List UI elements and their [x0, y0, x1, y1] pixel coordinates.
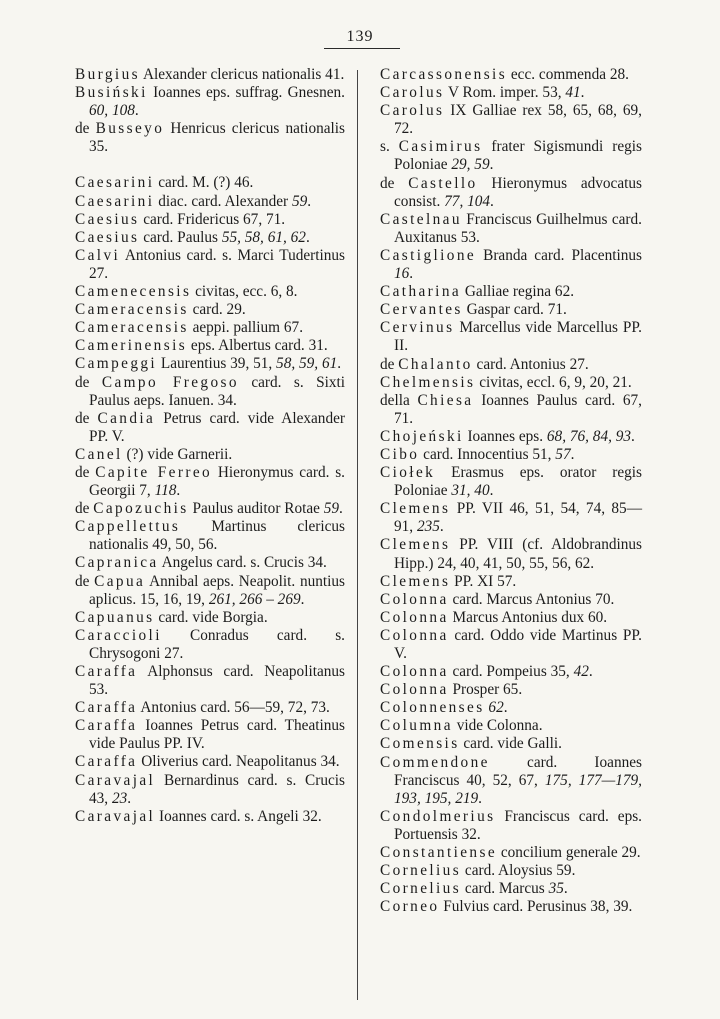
entry-text: . [439, 518, 444, 536]
entry-headword: Capua [94, 572, 146, 590]
entry-italic-pages: 235 [416, 518, 440, 536]
index-entry [75, 464, 345, 500]
entry-text: . [489, 482, 494, 500]
entry-text: . [305, 228, 310, 246]
index-entry [380, 283, 642, 301]
entry-text: . [570, 445, 575, 463]
index-entry [75, 663, 345, 699]
entry-text: Antonius card. s. Marci Tudertinus 27. [89, 246, 345, 282]
index-entry [380, 573, 642, 591]
entry-headword: Clemens [380, 572, 451, 590]
index-entry [380, 609, 642, 627]
index-entry [75, 699, 345, 717]
index-entry [380, 247, 642, 283]
index-entry [380, 211, 642, 247]
entry-headword: Busseyo [95, 120, 165, 138]
entry-headword: Cibo [380, 445, 420, 463]
entry-italic-pages: 23 [111, 789, 128, 807]
entry-headword: Colonnenses [380, 699, 485, 717]
entry-headword: Caesarini [75, 192, 155, 210]
entry-italic-pages: 68, 76, 84, 93 [546, 427, 632, 445]
entry-headword: Colonna [380, 626, 449, 644]
index-entry [75, 66, 345, 84]
entry-headword: Casimirus [398, 138, 483, 156]
index-entry [380, 880, 642, 898]
entry-headword: Capite Ferreo [95, 463, 213, 481]
index-entry [380, 446, 642, 464]
entry-text: IX Galliae rex 58, 65, 68, 69, 72. [394, 102, 642, 138]
entry-italic-pages: 60, 108 [89, 102, 135, 120]
entry-headword: Colonna [380, 681, 449, 699]
entry-headword: Clemens [380, 500, 451, 518]
entry-text: Ioannes eps. suffrag. Gnesnen. [147, 84, 345, 102]
entry-text: card. Oddo vide Martinus PP. V. [394, 626, 642, 662]
entry-text: card. M. (?) 46. [154, 174, 254, 192]
entry-italic-pages: 77, 104 [444, 192, 491, 210]
entry-text: de [75, 373, 102, 391]
entry-text: de [75, 463, 96, 481]
entry-headword: Campeggi [75, 355, 158, 373]
entry-headword: Carcassonensis [380, 66, 508, 83]
entry-text: card. 29. [188, 301, 246, 319]
entry-text: Conradus card. s. Chrysogoni 27. [89, 626, 345, 662]
entry-text: diac. card. Alexander [154, 192, 292, 210]
entry-text: . [409, 265, 414, 283]
index-entry [380, 591, 642, 609]
entry-text: . [127, 789, 132, 807]
entry-text: card. Aloysius 59. [461, 862, 576, 880]
entry-headword: Capranica [75, 554, 159, 572]
index-entry [75, 410, 345, 446]
entry-headword: Caravajal [75, 771, 156, 789]
entry-headword: Ciołek [380, 464, 436, 482]
entry-text: Antonius card. 56—59, 72, 73. [137, 699, 330, 717]
entry-text: Angelus card. s. Crucis 34. [158, 554, 327, 572]
entry-headword: Cervinus [380, 319, 455, 337]
entry-headword: Calvi [75, 246, 121, 264]
index-entry [380, 500, 642, 536]
entry-headword: Candia [97, 409, 156, 427]
index-entry [75, 174, 345, 192]
entry-text: s. [380, 138, 399, 156]
entry-text: de [380, 174, 409, 192]
column-divider [357, 70, 358, 1000]
entry-text: Annibal aeps. Neapolit. nuntius aplicus. 15, 16, 19, [89, 572, 345, 608]
index-entry [75, 337, 345, 355]
entry-text: . [339, 500, 343, 518]
entry-headword: Colonna [380, 663, 449, 681]
entry-text: PP. VIII (cf. Aldobrandinus Hipp.) 24, 40, 41, 50, 55, 56, 62. [394, 536, 642, 572]
entry-headword: Busiński [75, 84, 148, 102]
entry-headword: Caesarini [75, 174, 155, 192]
entry-headword: Cameracensis [75, 319, 189, 337]
index-entry [75, 753, 345, 771]
entry-italic-pages: 59 [291, 192, 308, 210]
entry-text: Hieronymus card. s. Georgii 7, [89, 463, 345, 500]
entry-headword: Carolus [380, 102, 445, 120]
entry-italic-pages: 59 [323, 500, 340, 518]
entry-text: . [307, 192, 312, 210]
entry-text: card. Marcus [461, 880, 549, 898]
entry-headword: Corneo [380, 898, 440, 916]
entry-headword: Carolus [380, 84, 445, 102]
index-entry [380, 374, 642, 392]
index-entry [75, 319, 345, 337]
entry-text: card. Marcus Antonius 70. [448, 590, 615, 608]
entry-text: V Rom. imper. 53, [444, 84, 566, 102]
index-entry [380, 663, 642, 681]
index-entry [75, 301, 345, 319]
entry-italic-pages: 261, 266 – 269 [208, 590, 301, 608]
entry-text: de [75, 120, 96, 138]
index-entry [380, 627, 642, 663]
entry-headword: Burgius [75, 66, 140, 83]
entry-text: Erasmus eps. orator regis Poloniae [394, 464, 642, 500]
entry-headword: Colonna [380, 590, 449, 608]
entry-text: Martinus clericus nationalis 49, 50, 56. [89, 518, 345, 554]
entry-text: card. Pompeius 35, [448, 663, 574, 681]
entry-text: ecc. commenda 28. [507, 66, 629, 83]
entry-headword: Caesius [75, 210, 140, 228]
index-entry [380, 428, 642, 446]
entry-text: Ioannes card. s. Angeli 32. [155, 807, 322, 825]
entry-headword: Caraffa [75, 717, 138, 735]
entry-headword: Cornelius [380, 880, 462, 898]
index-entry [380, 66, 642, 84]
entry-headword: Castiglione [380, 246, 477, 264]
index-entry [75, 120, 345, 156]
entry-text: civitas, eccl. 6, 9, 20, 21. [475, 373, 632, 391]
entry-text: card. s. Sixti Paulus aeps. Ianuen. 34. [89, 373, 345, 409]
entry-text: eps. Albertus card. 31. [187, 337, 328, 355]
index-entry [75, 808, 345, 826]
entry-text: Petrus card. vide Alexander PP. V. [89, 409, 345, 445]
entry-headword: Clemens [380, 536, 451, 554]
index-entry [380, 175, 642, 211]
entry-text: Bernardinus card. s. Crucis 43, [89, 771, 345, 807]
entry-headword: Chiesa [417, 391, 474, 409]
entry-headword: Castello [408, 174, 478, 192]
index-entry [75, 609, 345, 627]
index-entry [380, 356, 642, 374]
entry-text: . [563, 880, 568, 898]
entry-text: . [478, 789, 482, 807]
entry-headword: Campo Fregoso [101, 373, 239, 391]
entry-text: . [490, 192, 494, 210]
index-entry [75, 554, 345, 572]
entry-text: . [631, 427, 635, 445]
entry-text: Alphonsus card. Neapolitanus 53. [89, 663, 345, 699]
index-entry [380, 735, 642, 753]
entry-text: Gaspar card. 71. [462, 301, 567, 319]
entry-text: card. vide Borgia. [154, 608, 268, 626]
index-entry [75, 193, 345, 211]
index-entry [75, 518, 345, 554]
entry-text: Ioannes eps. [463, 427, 547, 445]
entry-text: card. Innocentius 51, [419, 445, 556, 463]
page-number-rule [324, 48, 400, 49]
entry-text: card. Paulus [139, 228, 222, 246]
entry-italic-pages: 31, 40 [451, 482, 490, 500]
entry-headword: Cornelius [380, 862, 462, 880]
entry-text: Laurentius 39, 51, [157, 355, 277, 373]
entry-italic-pages: 29, 59 [451, 156, 490, 174]
entry-text: de [75, 409, 98, 427]
entry-headword: Camerinensis [75, 337, 188, 355]
entry-headword: Constantiense [380, 844, 498, 862]
entry-headword: Condolmerius [380, 807, 496, 825]
entry-italic-pages: 42 [573, 663, 589, 681]
index-entry [380, 898, 642, 916]
entry-headword: Caraccioli [75, 626, 162, 644]
index-entry [380, 536, 642, 572]
entry-text: card. Ioannes Franciscus 40, 52, 67, [394, 753, 642, 789]
index-entry [75, 374, 345, 410]
entry-headword: Canel [75, 445, 123, 463]
entry-text: frater Sigismundi regis Poloniae [394, 138, 642, 174]
index-entry [380, 301, 642, 319]
index-entry [75, 283, 345, 301]
entry-headword: Cameracensis [75, 301, 189, 319]
index-entry [380, 808, 642, 844]
index-entry [75, 500, 345, 518]
entry-headword: Colonna [380, 608, 449, 626]
entry-headword: Catharina [380, 283, 462, 301]
index-entry [75, 211, 345, 229]
entry-text: PP. XI 57. [450, 572, 517, 590]
entry-headword: Caraffa [75, 699, 138, 717]
entry-headword: Caraffa [75, 663, 138, 680]
entry-text: . [503, 699, 508, 717]
entry-headword: Cervantes [380, 301, 463, 319]
index-entry [75, 229, 345, 247]
entry-text: . [337, 355, 342, 373]
entry-text: card. vide Galli. [459, 735, 562, 753]
entry-text: de [380, 355, 399, 373]
entry-italic-pages: 58, 59, 61 [276, 355, 338, 373]
entry-headword: Castelnau [380, 210, 462, 228]
index-column-right [380, 66, 642, 916]
entry-text: concilium generale 29. [497, 844, 641, 862]
page-number: 139 [346, 28, 374, 45]
index-entry [75, 627, 345, 663]
entry-text: civitas, ecc. 6, 8. [191, 283, 298, 301]
entry-text: . [588, 663, 593, 681]
entry-headword: Chelmensis [380, 373, 476, 391]
entry-text: card. Antonius 27. [472, 355, 589, 373]
entry-italic-pages: 118 [154, 482, 177, 500]
index-entry [380, 681, 642, 699]
entry-text: Franciscus card. eps. Portuensis 32. [394, 807, 642, 843]
entry-italic-pages: 41 [565, 84, 581, 102]
entry-headword: Comensis [380, 735, 460, 753]
entry-text: Ioannes Petrus card. Theatinus vide Paulus PP. IV. [89, 717, 345, 753]
entry-headword: Caraffa [75, 753, 138, 771]
entry-italic-pages: 16 [394, 265, 410, 283]
entry-text: Galliae regina 62. [461, 283, 575, 301]
index-entry [380, 699, 642, 717]
index-entry [380, 464, 642, 500]
index-entry [380, 319, 642, 355]
entry-italic-pages: 175, 177—179, 193, 195, 219 [394, 771, 642, 807]
entry-text: de [75, 500, 94, 518]
entry-italic-pages: 35 [548, 880, 564, 898]
index-entry [380, 862, 642, 880]
entry-headword: Capozuchis [93, 500, 189, 518]
entry-text: vide Colonna. [452, 717, 543, 735]
entry-text: Prosper 65. [448, 681, 523, 699]
entry-text: PP. VII 46, 51, 54, 74, 85—91, [394, 500, 642, 536]
entry-text: Marcellus vide Marcellus PP. II. [394, 319, 642, 355]
entry-headword: Cappellettus [75, 518, 181, 536]
entry-text: Fulvius card. Perusinus 38, 39. [439, 898, 633, 916]
entry-text: Franciscus Guilhelmus card. Auxitanus 53. [394, 210, 642, 246]
entry-text: Henricus clericus nationalis 35. [89, 120, 346, 156]
entry-text: (?) vide Garnerii. [122, 445, 233, 463]
entry-italic-pages: 57 [555, 445, 571, 463]
index-entry [380, 717, 642, 735]
entry-text: Oliverius card. Neapolitanus 34. [137, 753, 340, 771]
entry-text: . [176, 482, 181, 500]
entry-headword: Caravajal [75, 807, 156, 825]
entry-text: . [580, 84, 585, 102]
entry-headword: Columna [380, 717, 453, 735]
entry-headword: Camenecensis [75, 283, 192, 301]
entry-text: . [300, 590, 305, 608]
index-entry [380, 84, 642, 102]
index-entry [75, 446, 345, 464]
index-entry [75, 247, 345, 283]
entry-text: aeppi. pallium 67. [188, 319, 304, 337]
entry-text: Marcus Antonius dux 60. [448, 608, 608, 626]
index-entry [380, 138, 642, 174]
entry-text: card. Fridericus 67, 71. [139, 210, 286, 228]
entry-text: . [134, 102, 139, 120]
index-column-left [75, 66, 345, 826]
entry-headword: Chalanto [398, 355, 473, 373]
index-entry [75, 84, 345, 120]
entry-text: Paulus auditor Rotae [188, 500, 324, 518]
entry-text: de [75, 572, 95, 590]
index-entry [75, 573, 345, 609]
entry-italic-pages: 62 [488, 699, 504, 717]
index-entry [75, 717, 345, 753]
entry-text: Hieronymus advocatus consist. [394, 174, 642, 210]
entry-text: Ioannes Paulus card. 67, 71. [394, 391, 642, 427]
entry-headword: Commendone [380, 753, 490, 771]
index-entry [75, 772, 345, 808]
index-entry [380, 392, 642, 428]
entry-italic-pages: 55, 58, 61, 62 [221, 228, 306, 246]
entry-headword: Chojeński [380, 427, 464, 445]
index-entry [380, 844, 642, 862]
entry-text: Alexander clericus nationalis 41. [139, 66, 345, 83]
index-entry [75, 355, 345, 373]
index-entry [380, 754, 642, 808]
index-entry [380, 102, 642, 138]
entry-headword: Capuanus [75, 608, 155, 626]
entry-headword: Caesius [75, 228, 140, 246]
entry-text: della [380, 391, 418, 409]
entry-text: . [489, 156, 494, 174]
entry-text: Branda card. Placentinus [476, 246, 642, 264]
